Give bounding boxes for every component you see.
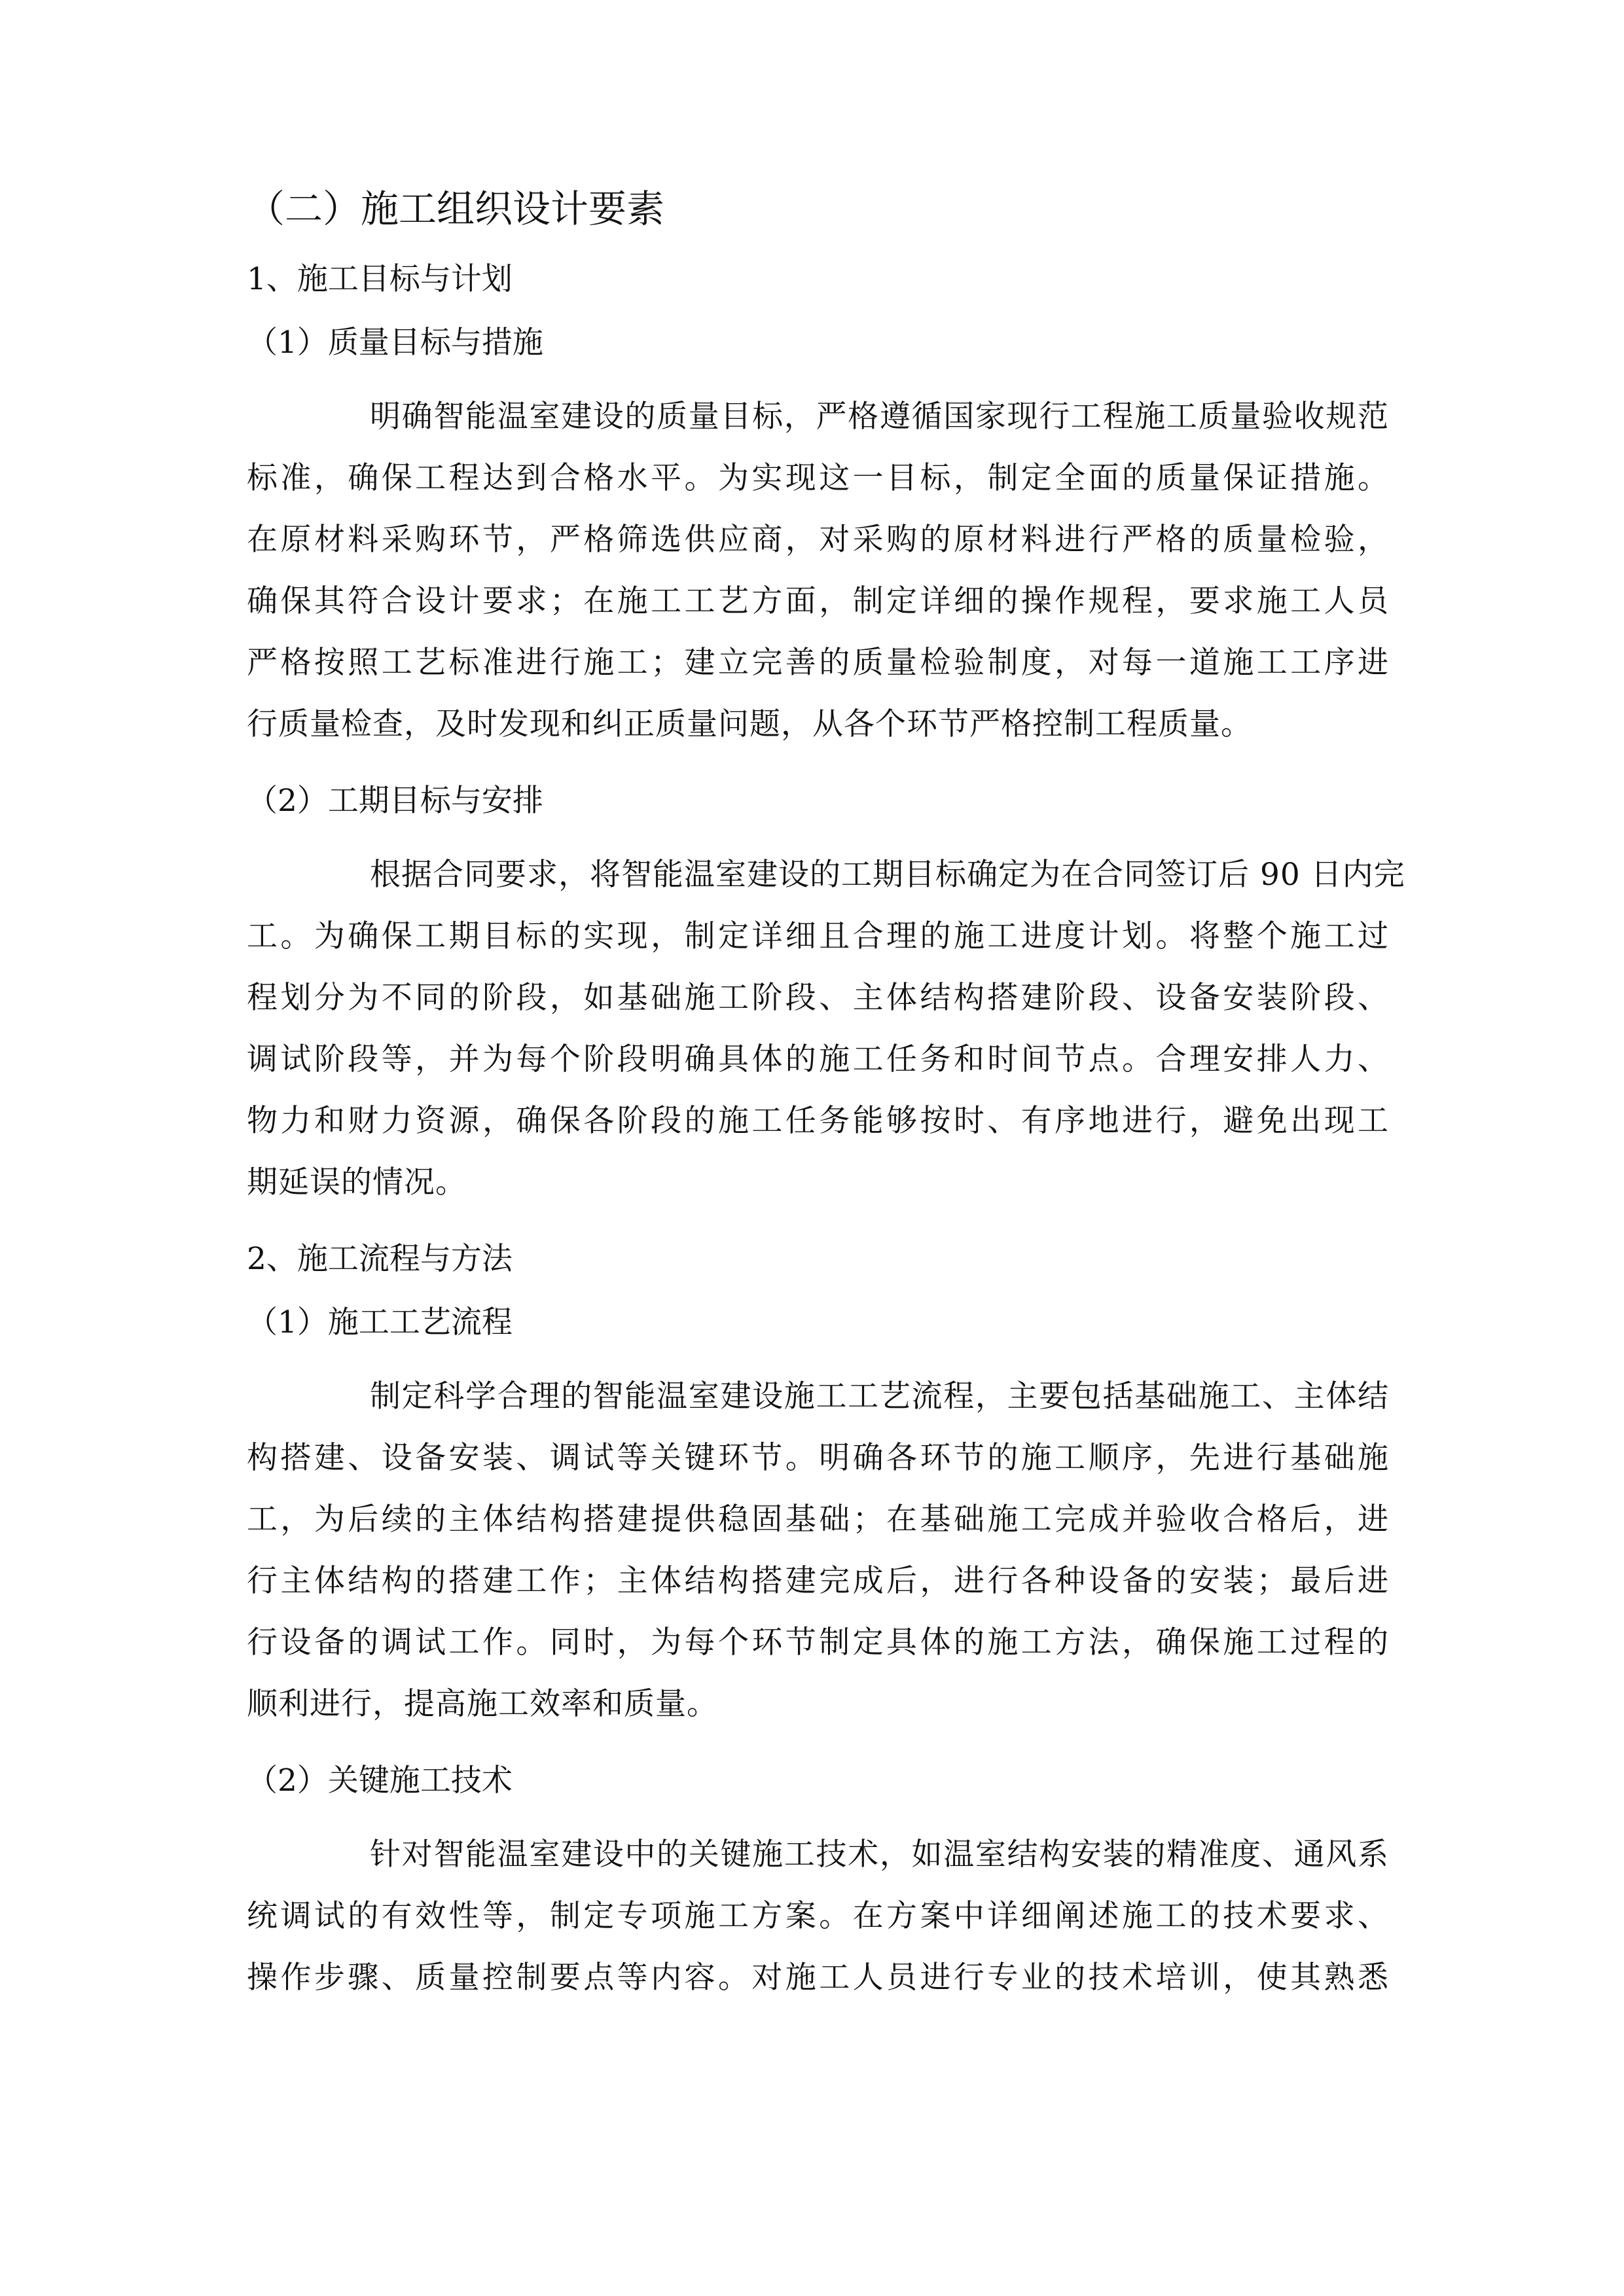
paragraph-line: 在原材料采购环节，严格筛选供应商，对采购的原材料进行严格的质量检验， (247, 522, 1389, 558)
paragraph-line: 顺利进行，提高施工效率和质量。 (247, 1686, 718, 1722)
paragraph-key-techniques (247, 1824, 1389, 2009)
paragraph-process-flow (247, 1366, 1389, 1735)
paragraph-quality-goals (247, 386, 1389, 755)
heading-construction-goals: 1、施工目标与计划 (247, 261, 513, 297)
paragraph-line: 期延误的情况。 (247, 1164, 467, 1200)
paragraph-line: 标准，确保工程达到合格水平。为实现这一目标，制定全面的质量保证措施。 (247, 460, 1389, 496)
paragraph-line: 明确智能温室建设的质量目标，严格遵循国家现行工程施工质量验收规范 (370, 399, 1389, 435)
paragraph-line: 制定科学合理的智能温室建设施工工艺流程，主要包括基础施工、主体结 (370, 1378, 1389, 1414)
paragraph-line: 行主体结构的搭建工作；主体结构搭建完成后，进行各种设备的安装；最后进 (247, 1563, 1389, 1599)
paragraph-line: 工。为确保工期目标的实现，制定详细且合理的施工进度计划。将整个施工过 (247, 918, 1389, 954)
subheading-schedule-goals: （2）工期目标与安排 (247, 783, 543, 819)
paragraph-line: 统调试的有效性等，制定专项施工方案。在方案中详细阐述施工的技术要求、 (247, 1898, 1389, 1934)
subheading-process-flow: （1）施工工艺流程 (247, 1304, 513, 1340)
subheading-key-techniques: （2）关键施工技术 (247, 1763, 513, 1799)
paragraph-line: 工，为后续的主体结构搭建提供稳固基础；在基础施工完成并验收合格后，进 (247, 1501, 1389, 1537)
paragraph-line: 严格按照工艺标准进行施工；建立完善的质量检验制度，对每一道施工工序进 (247, 645, 1389, 681)
document-body (247, 187, 1405, 2039)
subheading-quality-goals: （1）质量目标与措施 (247, 325, 543, 361)
paragraph-line: 根据合同要求，将智能温室建设的工期目标确定为在合同签订后 90 日内完 (370, 857, 1405, 893)
paragraph-line: 物力和财力资源，确保各阶段的施工任务能够按时、有序地进行，避免出现工 (247, 1103, 1389, 1139)
paragraph-line: 针对智能温室建设中的关键施工技术，如温室结构安装的精准度、通风系 (370, 1837, 1389, 1873)
paragraph-line: 操作步骤、质量控制要点等内容。对施工人员进行专业的技术培训，使其熟悉 (247, 1960, 1389, 1996)
paragraph-line: 行质量检查，及时发现和纠正质量问题，从各个环节严格控制工程质量。 (247, 706, 1252, 742)
heading-construction-process: 2、施工流程与方法 (247, 1241, 513, 1277)
paragraph-line: 确保其符合设计要求；在施工工艺方面，制定详细的操作规程，要求施工人员 (247, 583, 1389, 619)
paragraph-line: 行设备的调试工作。同时，为每个环节制定具体的施工方法，确保施工过程的 (247, 1624, 1389, 1660)
paragraph-line: 程划分为不同的阶段，如基础施工阶段、主体结构搭建阶段、设备安装阶段、 (247, 980, 1389, 1016)
paragraph-line: 构搭建、设备安装、调试等关键环节。明确各环节的施工顺序，先进行基础施 (247, 1440, 1389, 1476)
paragraph-schedule-goals (247, 844, 1405, 1213)
paragraph-line: 调试阶段等，并为每个阶段明确具体的施工任务和时间节点。合理安排人力、 (247, 1041, 1389, 1077)
section-title: （二）施工组织设计要素 (247, 187, 665, 231)
